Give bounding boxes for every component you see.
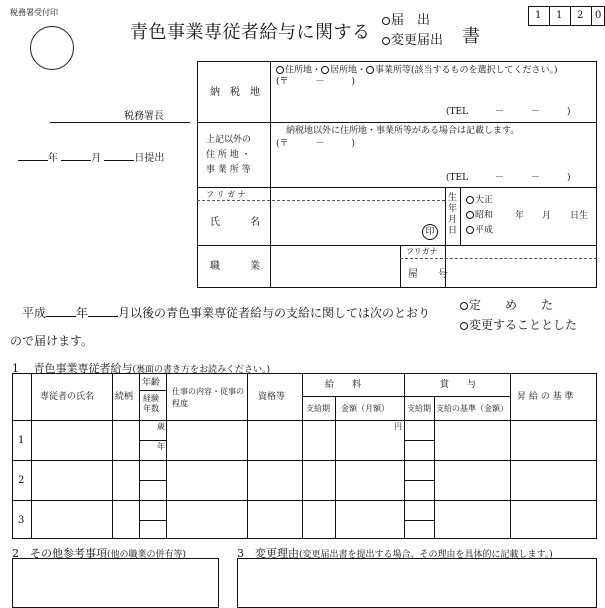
- unit-years: 年: [157, 442, 165, 451]
- col-salary-amount: 金額（月額）: [341, 404, 389, 413]
- unit-yen: 円: [394, 422, 402, 431]
- option-submit[interactable]: 届 出: [382, 14, 430, 27]
- birth-month: 月: [542, 211, 552, 221]
- option-submit-radio[interactable]: [382, 17, 390, 25]
- option-change[interactable]: 変更届出: [382, 34, 443, 47]
- nozei-label: 納 税 地: [210, 87, 260, 98]
- other-address-label-1: 上記以外の: [206, 135, 252, 145]
- col-bonus: 賞 与: [440, 380, 477, 390]
- form-code-3: 2: [577, 10, 584, 21]
- nozei-choices[interactable]: 住所地・ 居所地・ 事業所等(該当するものを選択してください。): [276, 66, 558, 76]
- statement-line: 平成 年 月以後の青色事業専従者給与の支給に関しては次のとおり: [22, 306, 431, 320]
- col-salary-period: 支給期: [306, 404, 330, 413]
- birth-day: 日生: [570, 211, 589, 221]
- shop-name-label: 屋 号: [408, 269, 448, 280]
- shop-furigana-label: フリガナ: [406, 247, 438, 256]
- other-tel[interactable]: (TEL － － ): [446, 173, 571, 183]
- col-bonus-period: 支給期: [407, 404, 431, 413]
- form-title: 青色事業専従者給与に関する: [130, 22, 371, 43]
- form-title-end: 書: [462, 26, 480, 47]
- form-code-4: 0: [595, 10, 602, 21]
- unit-age: 歳: [157, 422, 165, 431]
- section2-box[interactable]: [12, 558, 219, 608]
- section1-heading: 1 青色事業専従者給与(裏面の書き方をお読みください。): [12, 362, 271, 375]
- col-employee-name: 専従者の氏名: [40, 392, 95, 402]
- col-work: 仕事の内容・従事の程度: [172, 387, 244, 408]
- other-postal[interactable]: (〒 － ): [276, 139, 356, 149]
- col-salary: 給 料: [325, 380, 362, 390]
- row-number-2: 2: [18, 475, 25, 486]
- other-address-label-2: 住 所 地 ・: [206, 150, 251, 160]
- section3-heading: 3 変更理由(変更届出書を提出する場合、その理由を具体的に記載します。): [237, 547, 553, 560]
- furigana-label: フ リ ガ ナ: [206, 190, 246, 199]
- name-label: 氏 名: [210, 217, 260, 228]
- era-showa[interactable]: 昭和: [466, 211, 493, 221]
- receipt-stamp-circle: [30, 26, 74, 70]
- office-radio[interactable]: [366, 66, 374, 74]
- tax-office-label: 税務署長: [124, 111, 164, 122]
- section3-box[interactable]: [237, 558, 597, 608]
- row-number-3: 3: [18, 515, 25, 526]
- receipt-stamp-label: 税務署受付印: [10, 8, 58, 17]
- choice-decided[interactable]: 定 め た: [460, 296, 553, 313]
- birth-year: 年: [515, 211, 525, 221]
- other-address-label-3: 事 業 所 等: [206, 165, 251, 175]
- form-code-2: 1: [556, 10, 563, 21]
- nozei-tel[interactable]: (TEL － － ): [446, 107, 571, 117]
- choice-changed[interactable]: 変更することとした: [460, 316, 577, 333]
- col-qualification: 資格等: [258, 392, 286, 402]
- submission-date[interactable]: 年 月 日提出: [18, 154, 164, 164]
- row-number-1: 1: [18, 435, 25, 446]
- occupation-label: 職 業: [210, 261, 260, 272]
- section2-heading: 2 その他参考事項(他の職業の併有等): [12, 547, 187, 560]
- col-years: 経験年数: [143, 394, 159, 413]
- col-raise-basis: 昇 給 の 基 準: [517, 392, 574, 402]
- seal-mark: 印: [422, 224, 438, 240]
- era-taisho[interactable]: 大正: [466, 196, 493, 206]
- other-address-note: 納税地以外に住所地・事業所等がある場合は記載します。: [286, 126, 520, 136]
- statement-line-2: ので届けます。: [10, 334, 94, 348]
- nozei-postal[interactable]: (〒 － ): [276, 77, 356, 87]
- col-bonus-basis: 支給の基準（金額）: [436, 404, 508, 413]
- col-age: 年齢: [142, 378, 161, 388]
- form-code-1: 1: [535, 10, 542, 21]
- col-relation: 続柄: [115, 392, 134, 402]
- option-change-radio[interactable]: [382, 37, 390, 45]
- residence-radio[interactable]: [276, 66, 284, 74]
- dwelling-radio[interactable]: [321, 66, 329, 74]
- era-heisei[interactable]: 平成: [466, 226, 493, 236]
- birth-label: 生年月日: [448, 193, 458, 236]
